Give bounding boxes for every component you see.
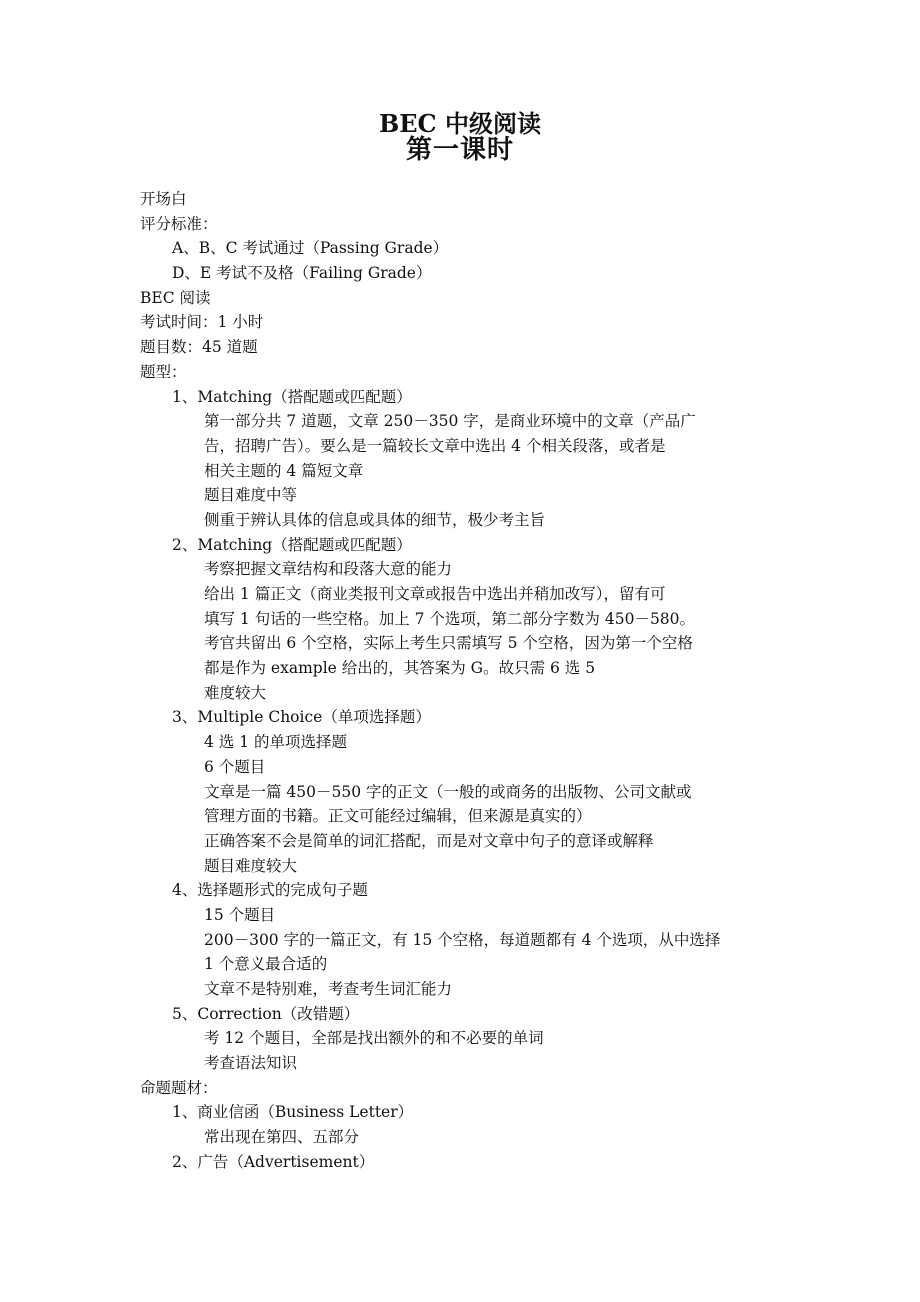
text-line: 题目数：45 道题 — [140, 338, 258, 357]
text-line: 5、Correction（改错题） — [172, 1004, 360, 1023]
document-subtitle: 第一课时 — [405, 135, 514, 165]
document-title: BEC 中级阅读 — [378, 109, 542, 138]
text-line: 考 12 个题目，全部是找出额外的和不必要的单词 — [204, 1029, 544, 1048]
text-line: 1 个意义最合适的 — [204, 955, 328, 974]
text-line: 2、广告（Advertisement） — [172, 1152, 375, 1171]
text-line: 4 选 1 的单项选择题 — [204, 733, 348, 752]
text-line: D、E 考试不及格（Failing Grade） — [172, 264, 432, 283]
text-line: 6 个题目 — [204, 757, 266, 776]
text-line: 侧重于辨认具体的信息或具体的细节，极少考主旨 — [204, 510, 546, 529]
text-line: 管理方面的书籍。正文可能经过编辑，但来源是真实的） — [204, 807, 592, 826]
text-line: 评分标准： — [140, 214, 218, 233]
text-line: 正确答案不会是简单的词汇搭配，而是对文章中句子的意译或解释 — [204, 831, 654, 850]
text-line: 考查语法知识 — [204, 1054, 298, 1073]
text-line: 填写 1 句话的一些空格。加上 7 个选项，第二部分字数为 450－580。 — [204, 609, 696, 628]
text-line: 15 个题目 — [204, 905, 276, 924]
text-line: 3、Multiple Choice（单项选择题） — [172, 708, 431, 727]
text-line: A、B、C 考试通过（Passing Grade） — [172, 239, 449, 258]
text-line: 200－300 字的一篇正文，有 15 个空格，每道题都有 4 个选项，从中选择 — [204, 930, 721, 949]
text-line: 题目难度较大 — [204, 856, 298, 875]
text-line: 文章是一篇 450－550 字的正文（一般的或商务的出版物、公司文献或 — [204, 782, 692, 801]
text-line: 文章不是特别难，考查考生词汇能力 — [204, 980, 453, 998]
text-line: 2、Matching（搭配题或匹配题） — [172, 535, 412, 554]
text-line: 考官共留出 6 个空格，实际上考生只需填写 5 个空格，因为第一个空格 — [204, 634, 693, 653]
text-line: 相关主题的 4 篇短文章 — [204, 461, 364, 480]
text-line: 第一部分共 7 道题，文章 250－350 字，是商业环境中的文章（产品广 — [204, 412, 696, 431]
text-line: 命题题材： — [140, 1078, 218, 1097]
text-line: 考试时间：1 小时 — [140, 313, 264, 332]
text-line: 题目难度中等 — [204, 486, 298, 505]
text-line: 1、Matching（搭配题或匹配题） — [172, 387, 412, 406]
text-line: 4、选择题形式的完成句子题 — [172, 881, 368, 900]
text-line: 难度较大 — [204, 683, 267, 702]
text-line: 给出 1 篇正文（商业类报刊文章或报告中选出并稍加改写），留有可 — [204, 585, 666, 603]
text-line: 题型： — [140, 362, 187, 381]
text-line: BEC 阅读 — [140, 288, 211, 307]
text-line: 开场白 — [140, 190, 187, 208]
text-line: 都是作为 example 给出的，其答案为 G。故只需 6 选 5 — [204, 659, 596, 678]
text-line: 考察把握文章结构和段落大意的能力 — [204, 560, 453, 579]
text-line: 告，招聘广告）。要么是一篇较长文章中选出 4 个相关段落，或者是 — [204, 436, 666, 455]
document-body — [140, 187, 740, 1175]
text-line: 1、商业信函（Business Letter） — [172, 1103, 414, 1122]
text-line: 常出现在第四、五部分 — [204, 1128, 360, 1147]
